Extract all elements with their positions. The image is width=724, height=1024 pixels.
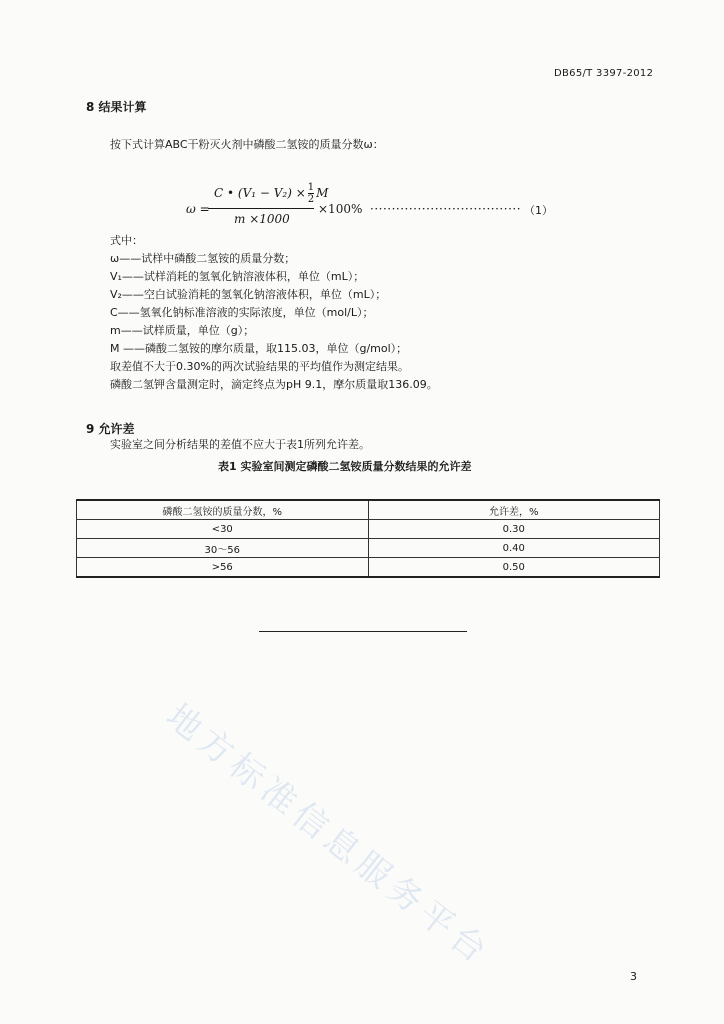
section-8-intro: 按下式计算ABC干粉灭火剂中磷酸二氢铵的质量分数ω： [110,138,384,151]
where-label: 式中： [110,234,143,247]
table-header-content: 磷酸二氢铵的质量分数，% [77,500,369,520]
table-row [77,558,660,578]
document-code: DB65/T 3397-2012 [554,68,654,79]
formula-leader-dots: ··································· [370,202,522,216]
table-cell-range: <30 [77,520,369,539]
formula-numerator [214,182,328,205]
page-number: 3 [630,970,637,983]
definition-omega: ω——试样中磷酸二氢铵的质量分数； [110,252,296,265]
definition-c: C——氢氧化钠标准溶液的实际浓度，单位（mol/L）； [110,306,374,319]
formula-rhs: ×100% [318,202,363,216]
section-9-intro: 实验室之间分析结果的差值不应大于表1所列允许差。 [110,438,370,451]
section-8-title: 8 结果计算 [86,100,147,114]
table-cell-range: >56 [77,558,369,578]
definition-v2: V₂——空白试验消耗的氢氧化钠溶液体积，单位（mL）； [110,288,387,301]
definition-molar-mass: M ——磷酸二氢铵的摩尔质量，取115.03，单位（g/mol）； [110,342,408,355]
table-cell-tolerance: 0.30 [368,520,660,539]
formula-denominator: m ×1000 [234,212,290,226]
definition-v1: V₁——试样消耗的氢氧化钠溶液体积，单位（mL）； [110,270,365,283]
formula-numerator-tail: M [316,186,329,200]
formula-fraction-line [208,208,314,209]
potassium-note: 磷酸二氢钾含量测定时，滴定终点为pH 9.1，摩尔质量取136.09。 [110,378,438,391]
table-header-row [77,500,660,520]
end-rule [259,631,467,632]
section-9-title: 9 允许差 [86,422,135,436]
formula-numerator-main: C • (V₁ − V₂) × [214,186,306,200]
formula-half [308,182,314,205]
table-caption: 表1 实验室间测定磷酸二氢铵质量分数结果的允许差 [218,460,472,473]
table-row [77,520,660,539]
formula-half-bottom: 2 [307,194,315,205]
table-cell-tolerance: 0.50 [368,558,660,578]
formula-half-top: 1 [307,182,315,193]
formula-lhs: ω = [186,202,210,216]
table-cell-range: 30～56 [77,539,369,558]
definition-m: m——试样质量，单位（g）； [110,324,255,337]
formula-1 [186,180,566,232]
table-row [77,539,660,558]
watermark: 地方标准信息服务平台 [158,696,499,975]
result-note: 取差值不大于0.30%的两次试验结果的平均值作为测定结果。 [110,360,409,373]
table-cell-tolerance: 0.40 [368,539,660,558]
formula-number: （1） [524,204,553,217]
tolerance-table [76,499,660,578]
table-header-tolerance: 允许差，% [368,500,660,520]
